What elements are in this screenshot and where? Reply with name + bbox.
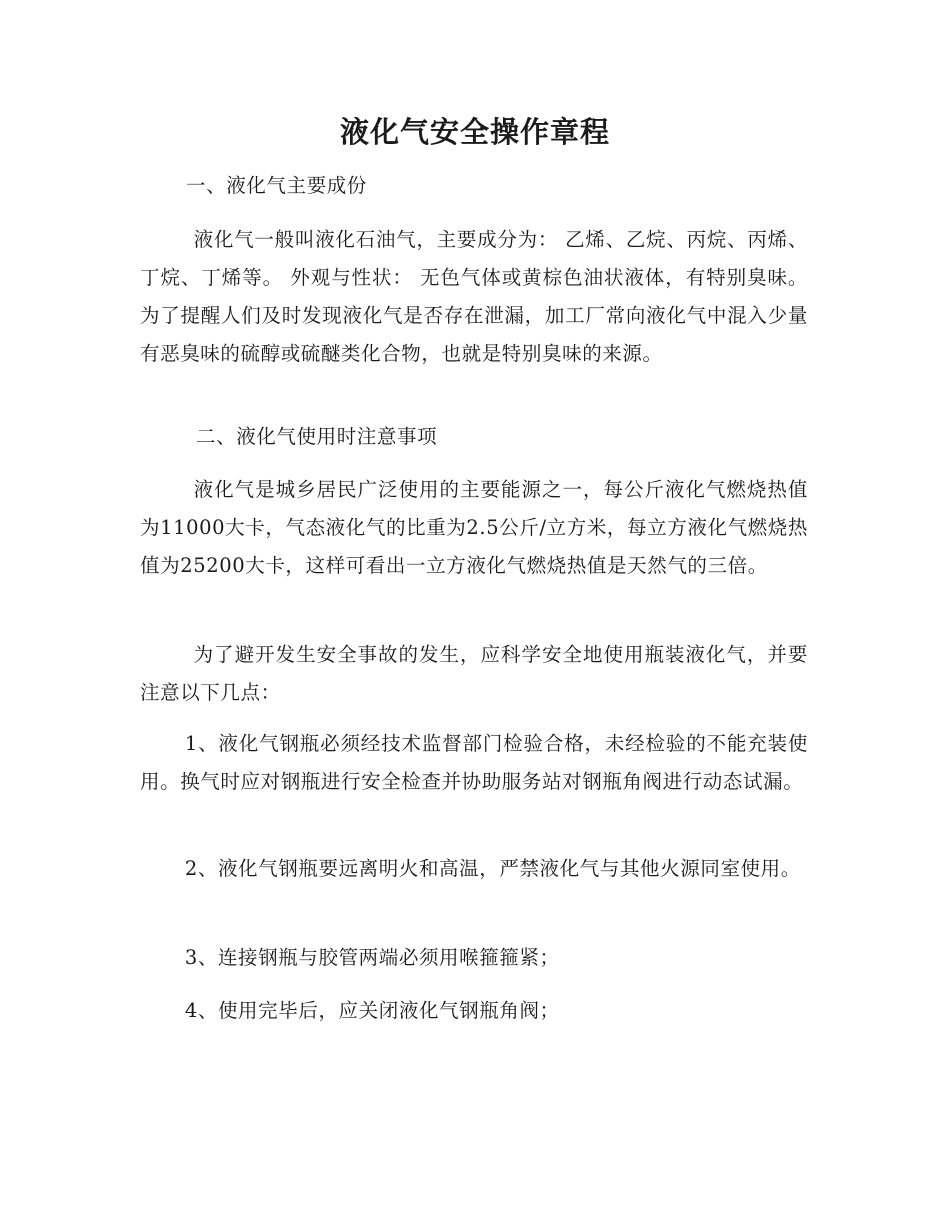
list-item-3: 3、连接钢瓶与胶管两端必须用喉箍箍紧； xyxy=(184,946,560,969)
paragraph-composition: 液化气一般叫液化石油气，主要成分为： 乙烯、乙烷、丙烷、丙烯、丁烷、丁烯等。 外观与性状： 无色气体或黄棕色油状液体，有特别臭味。为了提醒人们及时发现液化气是否存在泄漏，加工厂常向液化气中混入少量有恶臭味的硫醇或硫醚类化合物，也就是特别臭味的来源。 xyxy=(140,228,808,365)
list-item-1: 1、液化气钢瓶必须经技术监督部门检验合格，未经检验的不能充装使用。换气时应对钢瓶进行安全检查并协助服务站对钢瓶角阀进行动态试漏。 xyxy=(140,732,808,793)
paragraph-safety-intro: 为了避开发生安全事故的发生，应科学安全地使用瓶装液化气，并要注意以下几点： xyxy=(140,643,808,704)
list-item-4: 4、使用完毕后，应关闭液化气钢瓶角阀； xyxy=(184,999,560,1022)
paragraph-heat-value: 液化气是城乡居民广泛使用的主要能源之一，每公斤液化气燃烧热值为11000大卡，气态液化气的比重为2.5公斤/立方米，每立方液化气燃烧热值为25200大卡，这样可看出一立方液化气燃烧热值是天然气的三倍。 xyxy=(140,478,808,577)
section-heading-precautions: 二、液化气使用时注意事项 xyxy=(196,425,438,448)
list-item-2: 2、液化气钢瓶要远离明火和高温，严禁液化气与其他火源同室使用。 xyxy=(184,857,801,880)
section-heading-composition: 一、液化气主要成份 xyxy=(186,174,367,197)
document-title: 液化气安全操作章程 xyxy=(339,115,610,149)
